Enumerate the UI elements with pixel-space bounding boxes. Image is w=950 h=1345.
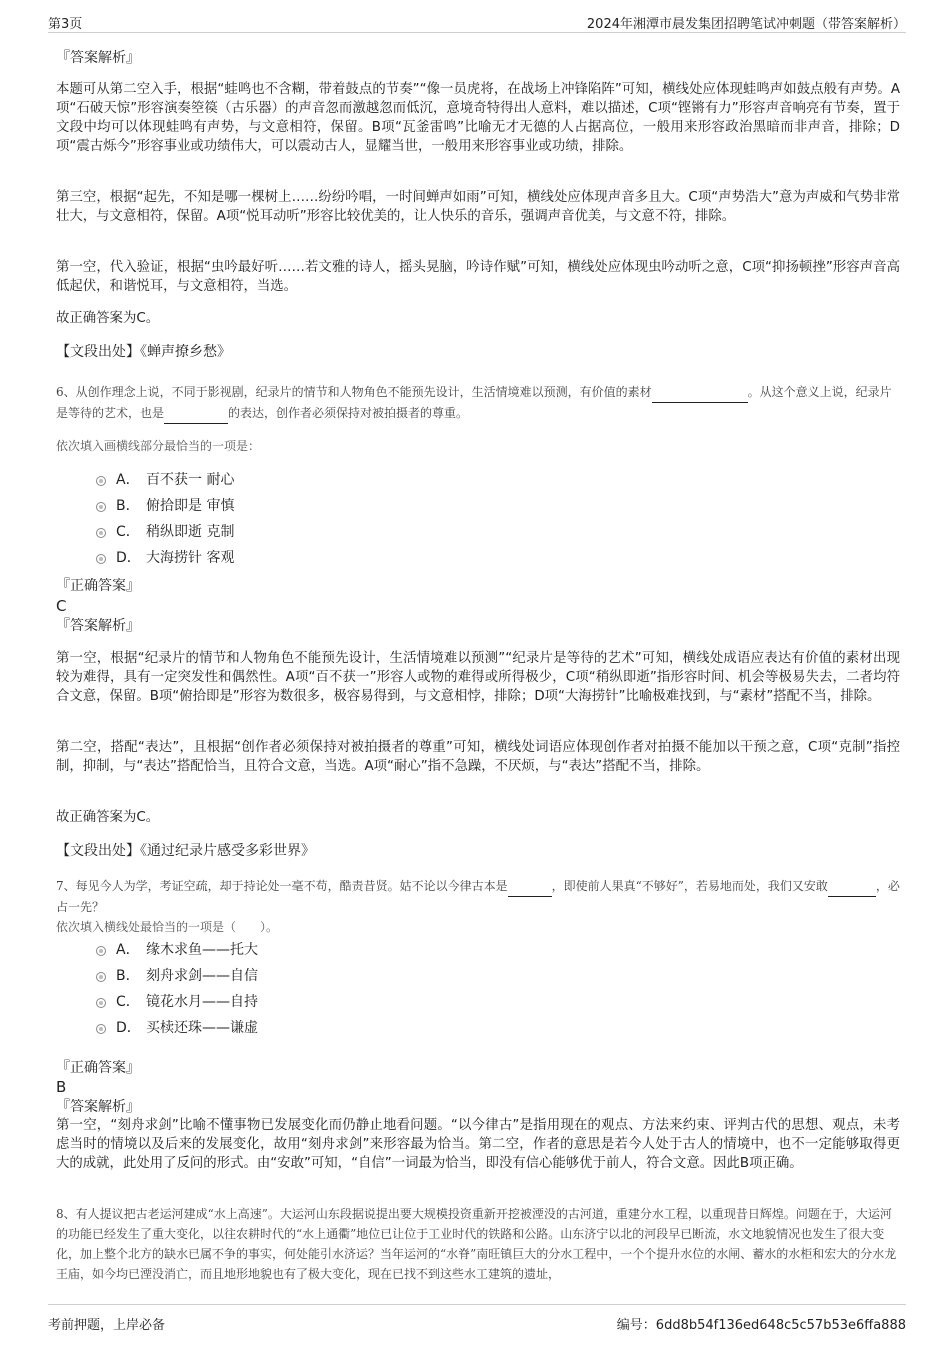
footer-slogan: 考前押题，上岸必备 [48, 1318, 166, 1333]
option-letter: A． [116, 942, 140, 958]
q5-analysis-p1: 本题可从第二空入手，根据“蛙鸣也不含糊，带着鼓点的节奏”“像一员虎将，在战场上冲锋陷阵”可知，横线处应体现蛙鸣声如鼓点般有声势。A项“石破天惊”形容演奏箜篌（古乐器）的声音忽而激越忽而低沉，意境奇特得出人意料，难以描述，C项“铿锵有力”形容声音响亮有节奏，置于文段中均可以体现蛙鸣有声势，与文意相符，保留。B项“瓦釜雷鸣”比喻无才无德的人占据高位，一般用来形容政治黑暗而非声音，排除；D项“震古烁今”形容事业或功绩伟大，可以震动古人，显耀当世，一般用来形容事业或功绩，排除。 [56, 82, 900, 154]
q6-answer-label: 『正确答案』 [56, 578, 140, 594]
q7-analysis-label: 『答案解析』 [56, 1099, 140, 1115]
option-text: 缘木求鱼——托大 [146, 942, 258, 958]
radio-icon[interactable] [96, 502, 106, 512]
option-letter: D． [116, 1020, 141, 1036]
q7-answer: B [56, 1078, 67, 1096]
q8-stem: 8、有人提议把古老运河建成“水上高速”。大运河山东段据说提出要大规模投资重新开挖被湮没的古河道，重建分水工程，以重现昔日辉煌。问题在于，大运河的功能已经发生了重大变化，以往农耕时代的“水上通衢”地位已让位于工业时代的铁路和公路。山东济宁以北的河段早已断流，水文地貌情况也发生了很大变化，加上整个北方的缺水已属不争的事实，何处能引水济运？当年运河的“水脊”南旺镇巨大的分水工程中，一个个提升水位的水闸、蓄水的水柜和宏大的分水龙王庙，如今均已湮没消亡，而且地形地貌也有了极大变化，现在已找不到这些水工建筑的遗址， [56, 1207, 897, 1281]
q7-stem-a: 7、每见今人为学，考证空疏，却于持论处一毫不苟，酷责昔贤。姑不论以今律古本是 [56, 879, 508, 893]
q6-stem-a: 6、从创作理念上说，不同于影视剧，纪录片的情节和人物角色不能预先设计，生活情境难以预测，有价值的素材 [56, 385, 652, 399]
radio-icon[interactable] [96, 1024, 106, 1034]
q7-stem [56, 876, 900, 917]
q5-analysis-label: 『答案解析』 [56, 50, 140, 66]
radio-icon[interactable] [96, 554, 106, 564]
option-letter: B． [116, 968, 140, 984]
q7-stem-c: ，必占一先？ [56, 879, 900, 914]
q6-conclusion: 故正确答案为C。 [56, 810, 160, 825]
option-text: 百不获一 耐心 [146, 472, 235, 488]
option-letter: C． [116, 994, 140, 1010]
radio-icon[interactable] [96, 972, 106, 982]
option-text: 镜花水月——自持 [146, 994, 258, 1010]
q5-analysis-p3: 第一空，代入验证，根据“虫吟最好听……若文雅的诗人，摇头晃脑，吟诗作赋”可知，横线处应体现虫吟动听之意，C项“抑扬顿挫”形容声音高低起伏，和谐悦耳，与文意相符，当选。 [56, 260, 900, 294]
q5-conclusion: 故正确答案为C。 [56, 311, 160, 326]
q6-blank-2 [164, 403, 228, 424]
q6-blank-1 [652, 382, 748, 403]
radio-icon[interactable] [96, 476, 106, 486]
q7-stem-b: ，即使前人果真“不够好”，若易地而处，我们又安敢 [551, 879, 828, 893]
option-letter: C． [116, 524, 140, 540]
radio-icon[interactable] [96, 998, 106, 1008]
q6-answer: C [56, 597, 67, 615]
q6-analysis-p1: 第一空，根据“纪录片的情节和人物角色不能预先设计，生活情境难以预测”“纪录片是等待的艺术”可知，横线处成语应表达有价值的素材出现较为难得，具有一定突发性和偶然性。A项“百不获一”形容人或物的难得或所得极少，C项“稍纵即逝”指形容时间、机会等极易失去，二者均符合文意，保留。B项“俯拾即是”形容为数很多，极容易得到，与文意相悖，排除；D项“大海捞针”比喻极难找到，与“素材”搭配不当，排除。 [56, 651, 900, 704]
q6-stem-b: 。从这个意义上说，纪录片是等待的艺术，也是 [56, 385, 892, 420]
q6-source: 【文段出处】《通过纪录片感受多彩世界》 [56, 843, 315, 859]
page-footer [48, 1304, 906, 1335]
option-text: 买椟还珠——谦虚 [146, 1020, 258, 1036]
option-text: 刻舟求剑——自信 [146, 968, 258, 984]
q6-stem [56, 382, 900, 424]
option-text: 大海捞针 客观 [146, 550, 235, 566]
q7-answer-label: 『正确答案』 [56, 1060, 140, 1076]
document-title: 2024年湘潭市晨发集团招聘笔试冲刺题（带答案解析） [586, 17, 906, 32]
radio-icon[interactable] [96, 946, 106, 956]
q7-blank-1 [508, 876, 552, 897]
option-letter: A． [116, 472, 140, 488]
q6-stem-c: 的表达，创作者必须保持对被拍摄者的尊重。 [228, 406, 469, 420]
q5-source: 【文段出处】《蝉声撩乡愁》 [56, 344, 231, 360]
q7-prompt: 依次填入横线处最恰当的一项是（ ）。 [56, 920, 279, 934]
radio-icon[interactable] [96, 528, 106, 538]
document-id: 编号：6dd8b54f136ed648c5c57b53e6ffa888 [616, 1318, 906, 1333]
option-letter: D． [116, 550, 141, 566]
q5-analysis-p2: 第三空，根据“起先，不知是哪一棵树上……纷纷吟唱，一时间蝉声如雨”可知，横线处应体现声音多且大。C项“声势浩大”意为声威和气势非常壮大，与文意相符，保留。A项“悦耳动听”形容比较优美的，让人快乐的音乐，强调声音优美，与文意不符，排除。 [56, 190, 900, 224]
option-text: 俯拾即是 审慎 [146, 498, 235, 514]
page-header [48, 10, 906, 33]
q6-analysis-p2: 第二空，搭配“表达”，且根据“创作者必须保持对被拍摄者的尊重”可知，横线处词语应体现创作者对拍摄不能加以干预之意，C项“克制”指控制，抑制，与“表达”搭配恰当，且符合文意，当选。A项“耐心”指不急躁，不厌烦，与“表达”搭配不当，排除。 [56, 740, 900, 774]
page-number: 第3页 [48, 17, 83, 32]
q7-blank-2 [828, 876, 876, 897]
option-letter: B． [116, 498, 140, 514]
q6-prompt: 依次填入画横线部分最恰当的一项是： [56, 439, 261, 453]
q7-analysis: 第一空，“刻舟求剑”比喻不懂事物已发展变化而仍静止地看问题。“以今律古”是指用现在的观点、方法来约束、评判古代的思想、观点，未考虑当时的情境以及后来的发展变化，故用“刻舟求剑”来形容最为恰当。第二空，作者的意思是若今人处于古人的情境中，也不一定能够取得更大的成就，此处用了反问的形式。由“安敢”可知，“自信”一词最为恰当，即没有信心能够优于前人，符合文意。因此B项正确。 [56, 1118, 900, 1171]
q6-analysis-label: 『答案解析』 [56, 618, 140, 634]
option-text: 稍纵即逝 克制 [146, 524, 235, 540]
